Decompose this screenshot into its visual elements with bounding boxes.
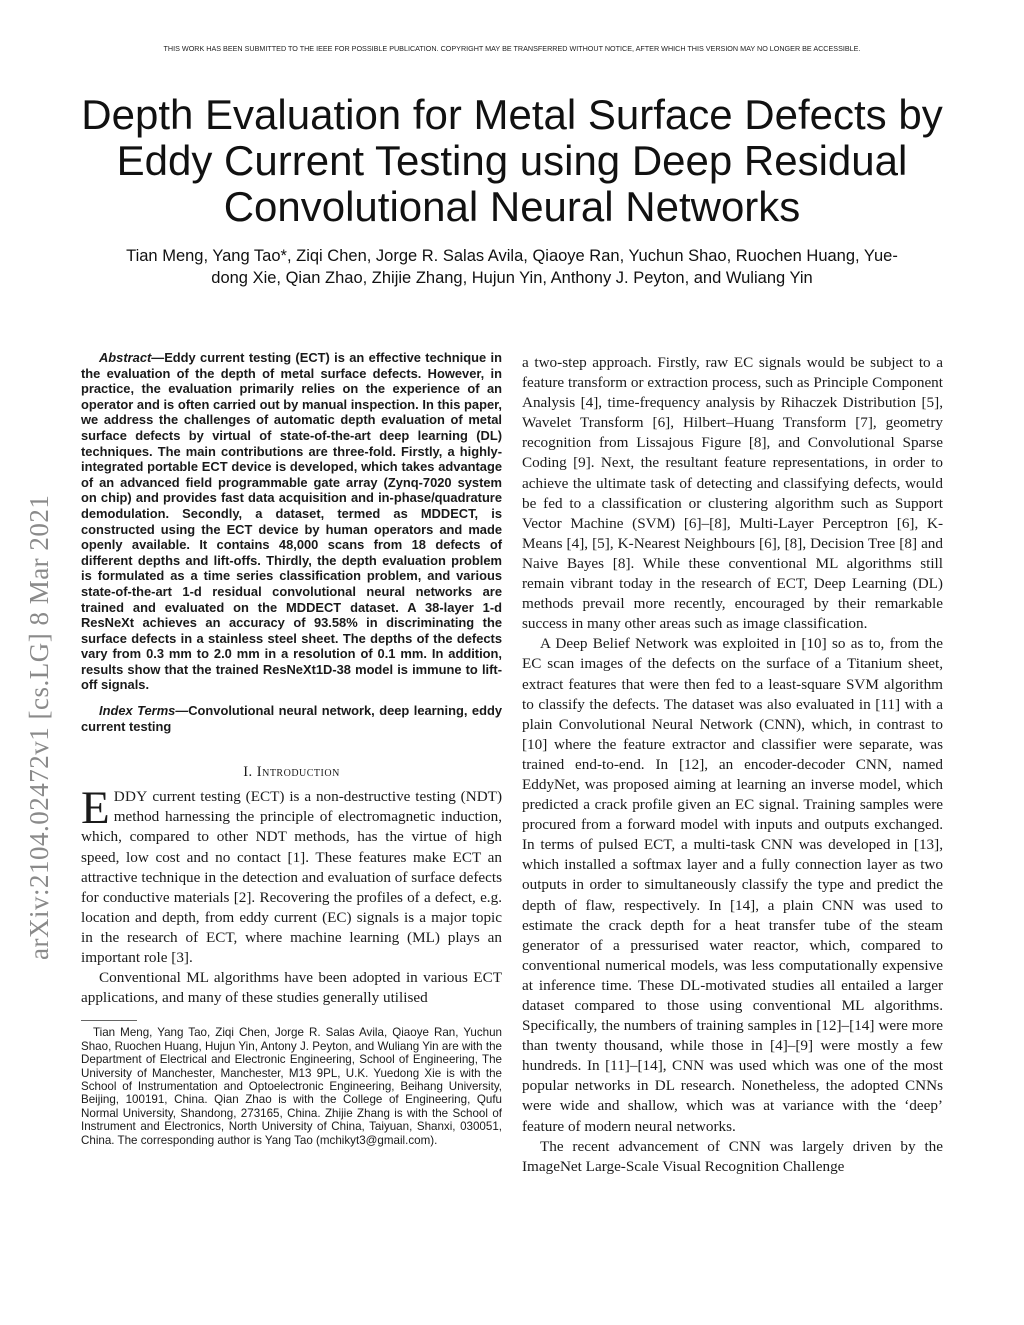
author-list [70,245,954,289]
author-affiliation-footnote: Tian Meng, Yang Tao, Ziqi Chen, Jorge R. Salas Avila, Qiaoye Ran, Yuchun Shao, Ruochen Huang, Hujun Yin, Antony J. Peyton, and Wuliang Yin are with the Department of Electrical and Electronic Engineering, School of Engineering, The University of Manchester, Manchester, M13 9PL, U.K. Yuedong Xie is with the School of Instrumentation and Optoelectronic Engineering, Beihang University, Beijing, 100191, China. Qian Zhao is with the College of Engineering, Qufu Normal University, Shandong, 273165, China. Zhijie Zhang is with the School of Instrument and Electronics, North University of China, Taiyuan, Shanxi, 030051, China. The corresponding author is Yang Tao (mchikyt3@gmail.com). [81,1026,502,1147]
author-line: dong Xie, Qian Zhao, Zhijie Zhang, Hujun Yin, Anthony J. Peyton, and Wuliang Yin [211,269,813,287]
title-line: Depth Evaluation for Metal Surface Defects by [81,91,943,138]
arxiv-identifier: arXiv:2104.02472v1 [cs.LG] 8 Mar 2021 [24,494,54,960]
intro-paragraph [81,782,502,968]
right-paragraph-3: The recent advancement of CNN was largely driven by the ImageNet Large-Scale Visual Recognition Challenge [522,1137,943,1175]
index-terms-text: —Convolutional neural network, deep learning, eddy current testing [81,703,503,734]
index-terms [81,703,502,734]
title-line: Eddy Current Testing using Deep Residual [116,137,908,184]
first-word: DDY [113,788,148,806]
drop-cap: E [81,782,110,835]
abstract [81,350,502,693]
abstract-label: Abstract [99,350,152,365]
right-column [522,353,943,1177]
abstract-text: —Eddy current testing (ECT) is an effective technique in the evaluation of the depth of metal surface defects. However, in practice, the evaluation primarily relies on the experience of an operator and is often carried out by manual inspection. In this paper, we address the challenges of automatic depth evaluation of metal surface defects by virtual of state-of-the-art deep learning (DL) techniques. The main contributions are three-fold. Firstly, a highly-integrated portable ECT device is developed, which takes advantage of an advanced field programmable gate array (Zynq-7020 system on chip) and provides fast data acquisition and in-phase/quadrature demodulation. Secondly, a dataset, termed as MDDECT, is constructed using the ECT device by human operators and made openly available. It contains 48,000 scans from 18 defects of different depths and lift-offs. Thirdly, the depth evaluation problem is formulated as a time series classification problem, and various state-of-the-art 1-d residual convolutional neural networks are trained and evaluated on the MDDECT dataset. A 38-layer 1-d ResNeXt achieves an accuracy of 93.58% in discriminating the surface defects in a stainless steel sheet. The depths of the defects vary from 0.3 mm to 2.0 mm in a resolution of 0.1 mm. In addition, results show that the trained ResNeXt1D-38 model is immune to lift-off signals. [81,350,502,693]
intro-paragraph-text: current testing (ECT) is a non-destructive testing (NDT) method harnessing the principle of electromagnetic induction, which, compared to other NDT methods, has the virtue of high speed, low cost and no contact [1]. These features make ECT an attractive technique in the detection and evaluation of surface defects for conductive materials [2]. Recovering the profiles of a defect, e.g. location and depth, from eddy current (EC) signals is a major topic in the research of ECT, where machine learning (ML) plays an important role [3]. [81,788,502,966]
section-heading-introduction: I. Introduction [243,764,340,781]
footnote-rule [81,1020,137,1021]
left-column [81,350,502,1147]
paper-title [60,92,964,230]
copyright-notice: THIS WORK HAS BEEN SUBMITTED TO THE IEEE FOR POSSIBLE PUBLICATION. COPYRIGHT MAY BE TRANSFERRED WITHOUT NOTICE, AFTER WHICH THIS VERSION MAY NO LONGER BE ACCESSIBLE. [163,44,861,53]
intro-paragraph-2: Conventional ML algorithms have been adopted in various ECT applications, and many of these studies generally utilised [81,969,502,1007]
right-paragraph-1: a two-step approach. Firstly, raw EC signals would be subject to a feature transform or extraction process, such as Principle Component Analysis [4], time-frequency analysis by Rihaczek Distribution [5], Wavelet Transform [6], Hilbert–Huang Transform [7], geometry recognition from Lissajous Figure [8], and Convolutional Sparse Coding [9]. Next, the resultant feature representations, in order to achieve the ultimate task of detecting and classifying defects, would be fed to a classification or clustering algorithm such as Support Vector Machine (SVM) [6]–[8], Multi-Layer Perceptron [6], K-Means [4], [5], K-Nearest Neighbours [6], [8], Decision Tree [8] and Naive Bayes [8]. While these conventional ML algorithms still remain vibrant today in the research of ECT, Deep Learning (DL) methods prevail more recently, encouraged by their remarkable success in many other areas such as image classification. [522,354,943,633]
right-paragraph-2: A Deep Belief Network was exploited in [10] so as to, from the EC scan images of the defects on the surface of a Titanium sheet, extract features that were then fed to a least-square SVM algorithm to classify the defects. The dataset was also evaluated in [11] with a plain Convolutional Neural Network (CNN), which, in contrast to [10] where the feature extractor and classifier were separate, was trained end-to-end. In [12], an encoder-decoder CNN, named EddyNet, was proposed aiming at learning an inverse model, which predicted a crack profile given an EC signal. Training samples were procured from a forward model with inputs and outputs exchanged. In terms of pulsed ECT, a multi-task CNN was developed in [13], which installed a softmax layer and a fully connection layer as two outputs in order to simultaneously classify the type and predict the depth of flaw, respectively. In [14], a plain CNN was used to estimate the crack depth for a heat transfer tube of the steam generator of a pressurised water reactor, which, compared to conventional numerical models, was less computationally expensive at inference time. These DL-motivated studies all entailed a larger dataset compared to those using conventional ML algorithms. Specifically, the numbers of training samples in [12]–[14] were more than twenty thousand, while those in [4]–[9] were mostly a few hundreds. In [11]–[14], CNN was used which was one of the most popular networks in DL research. Nonetheless, the adopted CNNs were wide and shallow, which was at variance with the ‘deep’ feature of modern neural networks. [522,635,943,1135]
author-line: Tian Meng, Yang Tao*, Ziqi Chen, Jorge R. Salas Avila, Qiaoye Ran, Yuchun Shao, Ruochen Huang, Yue- [126,247,898,265]
index-terms-label: Index Terms [99,703,176,719]
title-line: Convolutional Neural Networks [223,183,801,230]
